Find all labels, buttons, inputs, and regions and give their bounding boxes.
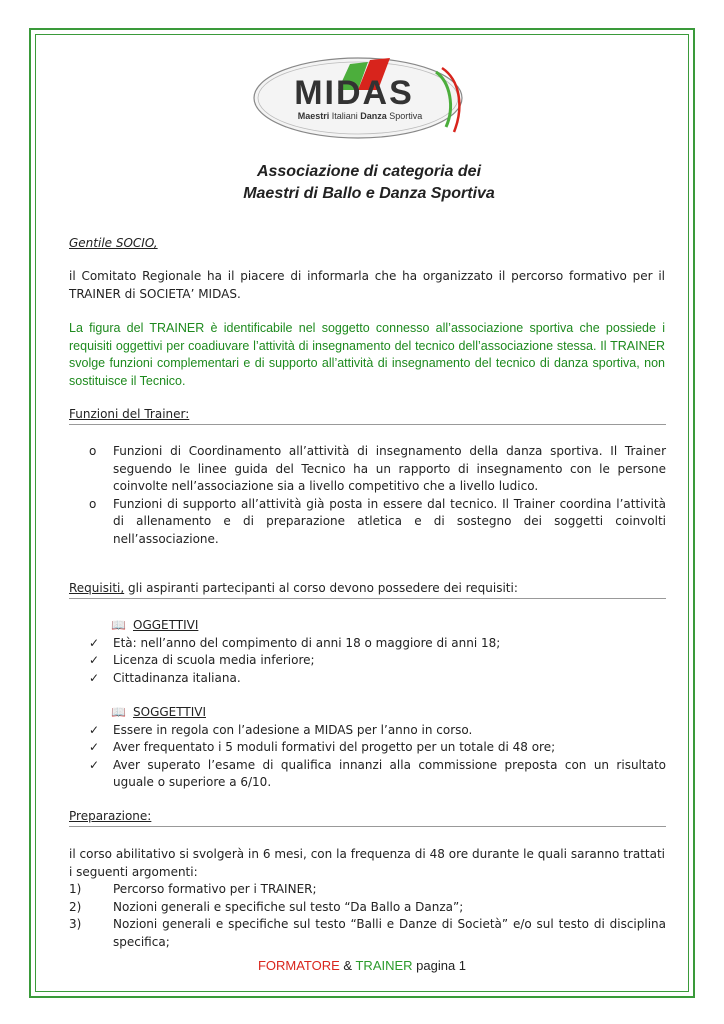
book-icon: 📖: [111, 618, 126, 632]
requisiti-heading: Requisiti, gli aspiranti partecipanti al corso devono possedere dei requisiti:: [69, 580, 666, 599]
oggettivi-label: 📖 OGGETTIVI: [89, 617, 666, 635]
requisiti-soggettivi: [89, 704, 666, 792]
check-icon: ✓: [89, 653, 100, 667]
list-item: ✓ Cittadinanza italiana.: [89, 670, 666, 688]
trainer-description: La figura del TRAINER è identificabile nel soggetto connesso all’associazione sportiva che possiede i requisiti oggettivi per coadiuvare l’attività di insegnamento del tecnico dell’associazione stessa. Il TRAINER svolge funzioni complementari e di supporto all’attività di insegnamento del tecnico di danza sportiva, non sostituisce il Tecnico.: [69, 321, 665, 388]
book-icon: 📖: [111, 705, 126, 719]
list-item: 1) Percorso formativo per i TRAINER;: [69, 882, 317, 896]
greeting: Gentile SOCIO,: [69, 236, 158, 250]
list-item: o Funzioni di supporto all’attività già posta in essere dal tecnico. Il Trainer coordina l’attività di allenamento e di preparazione atletica e di sostegno dei soggetti coinvolti nell’associazione.: [89, 496, 666, 546]
intro-paragraph: il Comitato Regionale ha il piacere di informarla che ha organizzato il percorso formativo per il TRAINER di SOCIETA’ MIDAS.: [69, 269, 665, 301]
list-item: ✓ Essere in regola con l’adesione a MIDAS per l’anno in corso.: [89, 722, 666, 740]
soggettivi-label: 📖 SOGGETTIVI: [89, 704, 666, 722]
check-icon: ✓: [89, 635, 100, 650]
list-item: o Funzioni di Coordinamento all’attività di insegnamento della danza sportiva. Il Trainer seguendo le linee guida del Tecnico ha un rapporto di insegnamento con le persone coinvolte nell’associazione sia a livello competitivo che a livello ludico.: [89, 444, 666, 493]
preparazione-intro: il corso abilitativo si svolgerà in 6 mesi, con la frequenza di 48 ore durante le quali saranno trattati i seguenti argomenti:: [69, 847, 665, 879]
list-item: 3) Nozioni generali e specifiche sul testo “Balli e Danze di Società” e/o sul testo di disciplina specifica;: [69, 917, 666, 949]
list-item: 2) Nozioni generali e specifiche sul testo “Da Ballo a Danza”;: [69, 899, 464, 914]
list-item: ✓ Aver superato l’esame di qualifica innanzi alla commissione preposta con un risultato uguale o superiore a 6/10.: [89, 757, 666, 789]
title-line-2: Maestri di Ballo e Danza Sportiva: [243, 185, 495, 202]
list-item: ✓ Età: nell’anno del compimento di anni 18 o maggiore di anni 18;: [89, 635, 666, 653]
list-item: ✓ Licenza di scuola media inferiore;: [89, 652, 666, 670]
title-line-1: Associazione di categoria dei: [256, 163, 482, 180]
page-footer: FORMATORE & TRAINER pagina 1: [257, 958, 467, 973]
funzioni-heading: Funzioni del Trainer:: [69, 406, 666, 425]
logo-brand: MIDAS: [294, 74, 414, 112]
check-icon: ✓: [89, 722, 100, 737]
midas-logo: [250, 52, 475, 142]
list-item: ✓ Aver frequentato i 5 moduli formativi del progetto per un totale di 48 ore;: [89, 739, 666, 757]
preparazione-heading: Preparazione:: [69, 808, 666, 827]
funzioni-list: [89, 443, 666, 548]
svg-text:Maestri Italiani Danza Sportiv: Maestri Italiani Danza Sportiva: [297, 111, 423, 121]
check-icon: ✓: [89, 757, 100, 772]
check-icon: ✓: [89, 740, 100, 754]
requisiti-oggettivi: [89, 617, 666, 687]
check-icon: ✓: [89, 670, 100, 685]
preparazione-list: [69, 881, 666, 951]
